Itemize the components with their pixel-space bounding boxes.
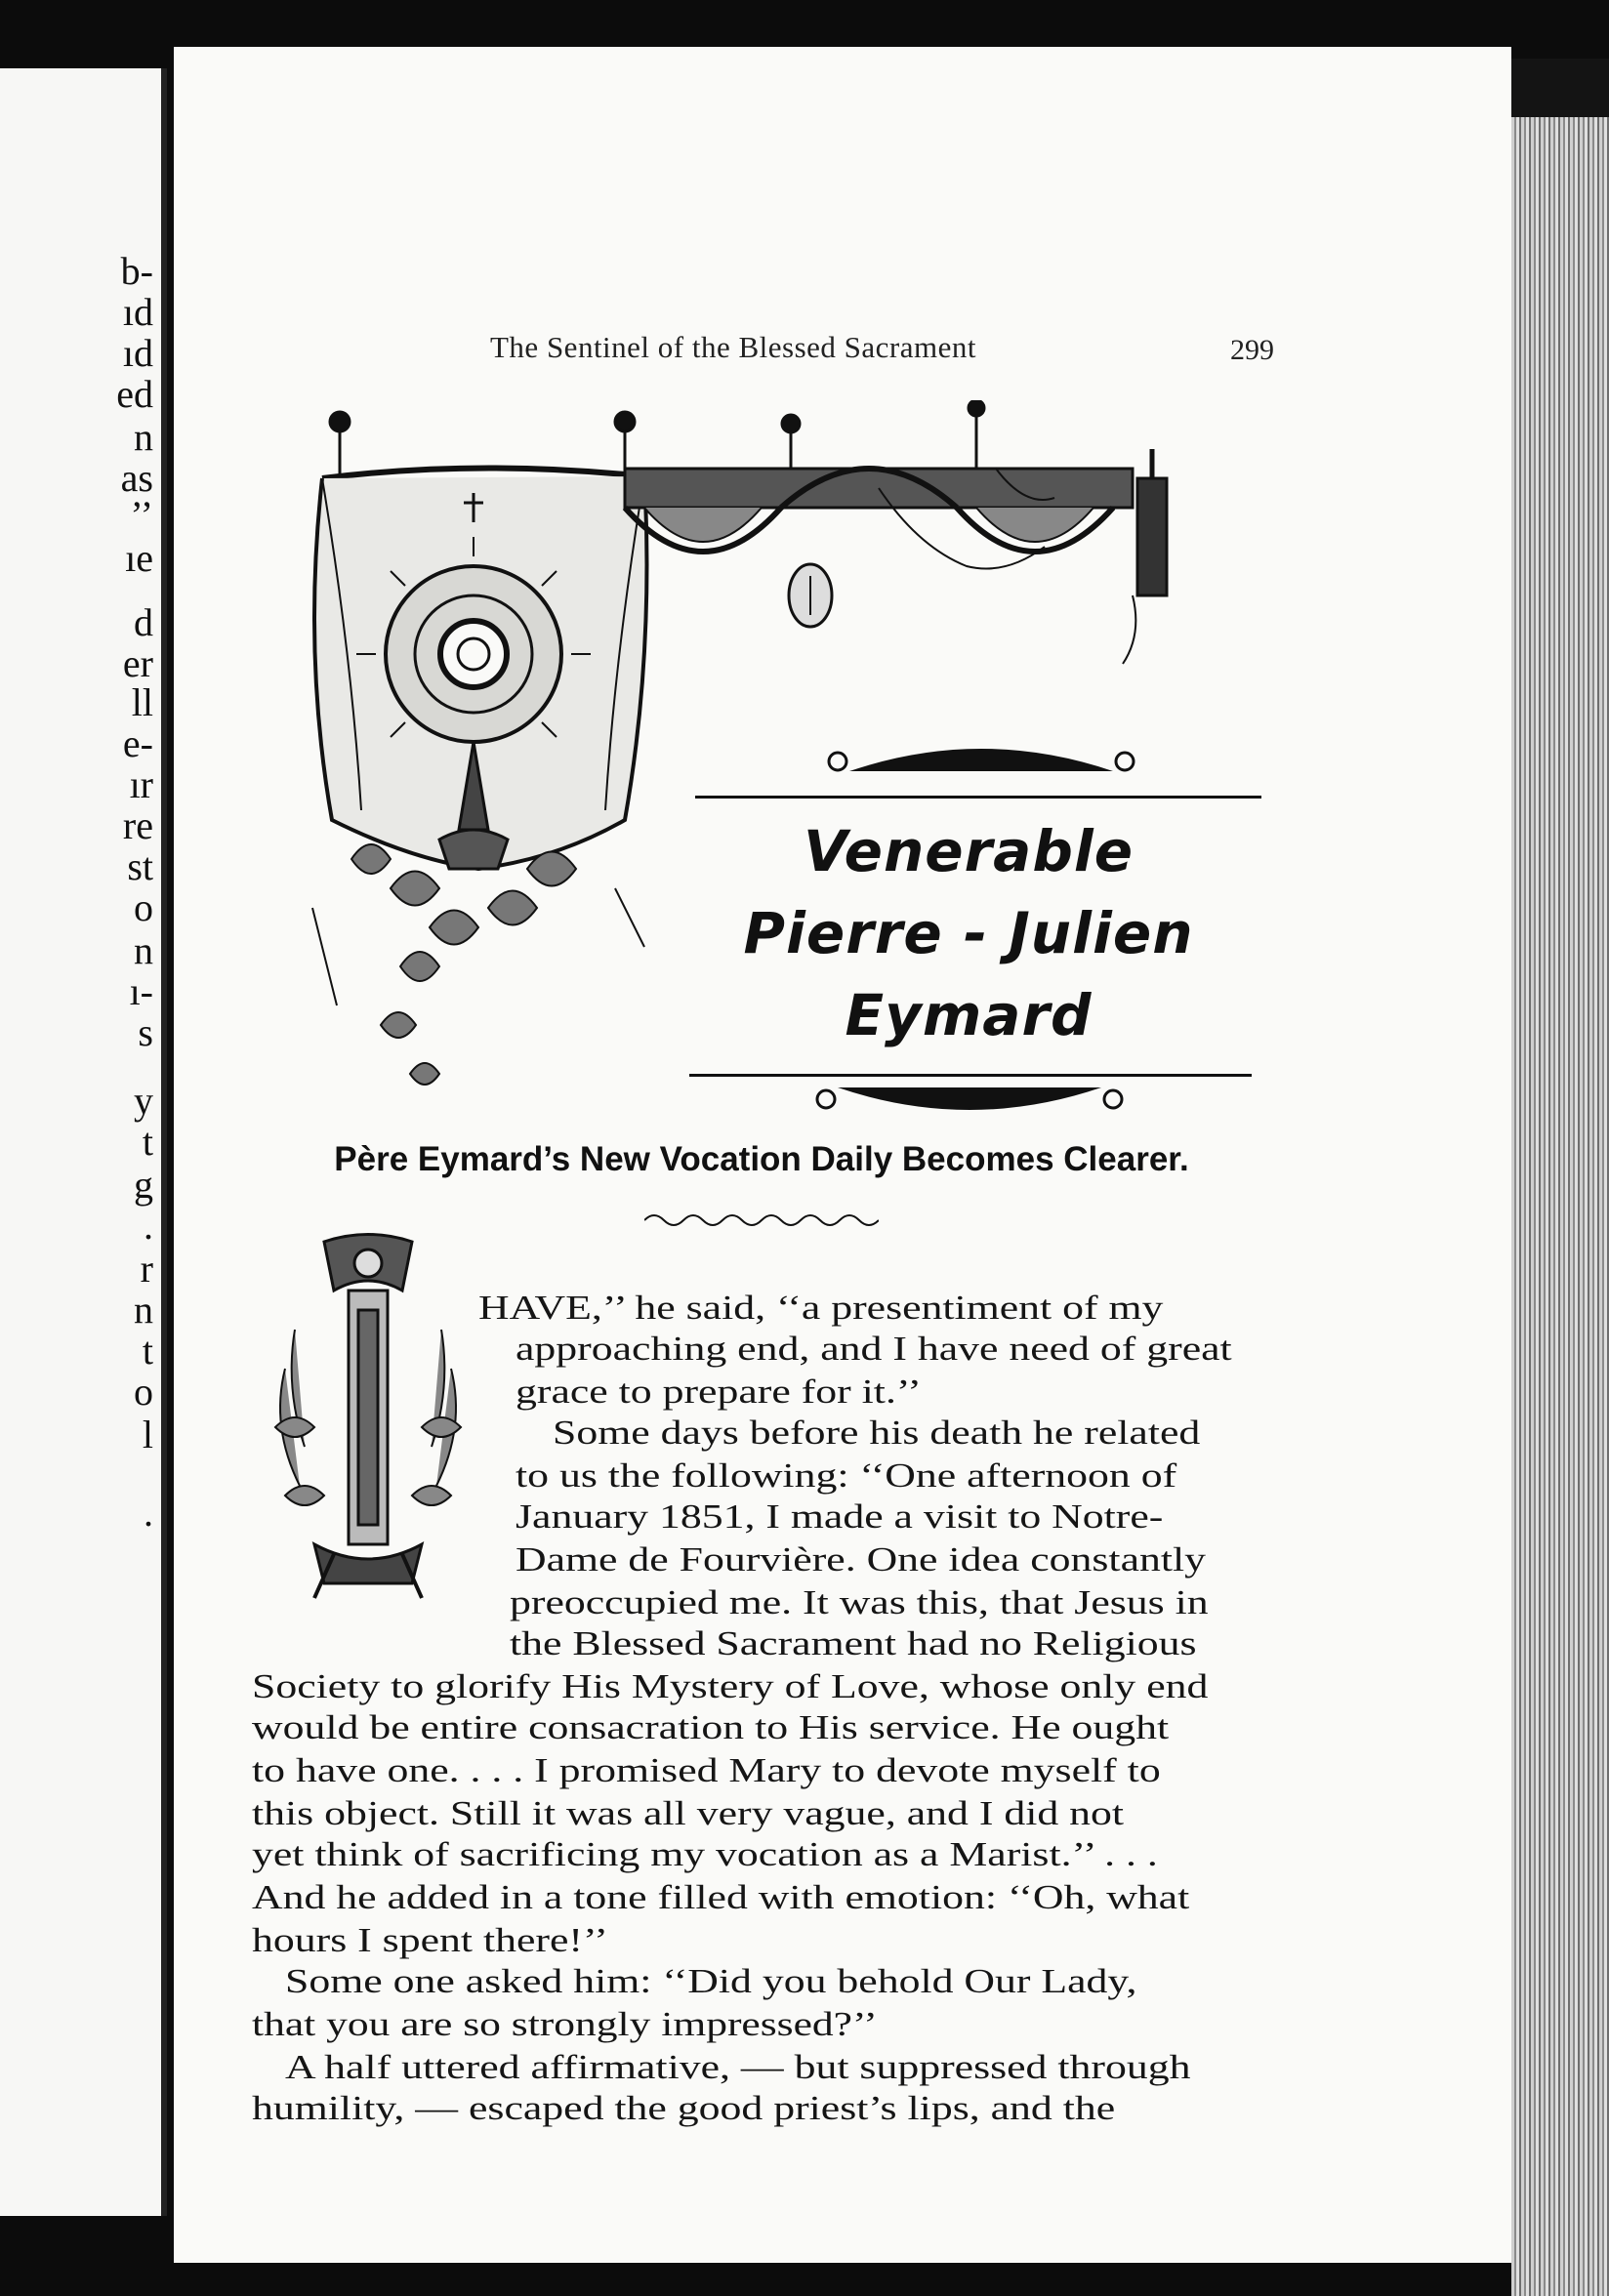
page-edges [1511, 117, 1609, 2296]
left-page-text-fragment: e- [122, 721, 153, 765]
body-text-line: hours I spent there!’’ [252, 1921, 608, 1959]
body-text-line: And he added in a tone filled with emotion: ‘‘Oh, what [252, 1878, 1190, 1916]
title-line-1: Venerable [803, 818, 1135, 884]
left-page-text-fragment: ll [131, 680, 153, 724]
body-text-line: that you are so strongly impressed?’’ [252, 2005, 878, 2043]
subheading: Père Eymard’s New Vocation Daily Becomes Clearer. [334, 1140, 1189, 1178]
body-text-line: would be entire consacration to His service. He ought [252, 1708, 1170, 1746]
body-text-line: Some one asked him: ‘‘Did you behold Our Lady, [285, 1962, 1137, 2000]
title-bottom-rule [689, 1074, 1252, 1077]
body-text-line: Some days before his death he related [553, 1414, 1201, 1452]
body-text-line: approaching end, and I have need of great [516, 1330, 1232, 1368]
body-text-line: the Blessed Sacrament had no Religious [510, 1624, 1197, 1662]
running-head: The Sentinel of the Blessed Sacrament [490, 330, 977, 364]
top-flourish-ornament [820, 734, 1142, 781]
left-page-text-fragment: as [120, 456, 153, 500]
left-page-text-fragment: y [134, 1079, 153, 1123]
body-text-line: Society to glorify His Mystery of Love, whose only end [252, 1667, 1209, 1705]
title-line-2: Pierre - Julien [743, 900, 1194, 966]
body-text-line: yet think of sacrificing my vocation as a Marist.’’ . . . [252, 1835, 1158, 1873]
left-page-text-fragment: ı- [129, 969, 153, 1013]
bottom-flourish-ornament [808, 1078, 1131, 1125]
left-page-text-fragment: n [134, 415, 153, 459]
left-page-text-fragment: ır [129, 762, 153, 806]
body-text-line: to us the following: ‘‘One afternoon of [516, 1456, 1177, 1495]
left-page-text-fragment: . [144, 1491, 153, 1535]
left-page-text-fragment: st [127, 844, 153, 888]
left-page-text-fragment: ıd [122, 290, 153, 334]
left-page-text-fragment: er [122, 641, 153, 685]
left-page-text-fragment: b- [120, 249, 153, 293]
left-page-text-fragment: s [138, 1010, 153, 1054]
left-page-text-fragment: r [140, 1247, 153, 1291]
wavy-divider [644, 1210, 879, 1230]
left-page-text-fragment: ed [116, 372, 153, 416]
left-page-text-fragment: n [134, 1288, 153, 1332]
left-facing-page [0, 68, 167, 2216]
left-page-text-fragment: re [122, 803, 153, 847]
body-text-line: A half uttered affirmative, — but suppressed through [285, 2048, 1191, 2086]
body-text-line: grace to prepare for it.’’ [516, 1373, 922, 1411]
left-page-text-fragment: ıe [125, 536, 153, 580]
page-number: 299 [1230, 334, 1274, 366]
left-page-text-fragment: n [134, 928, 153, 972]
body-text-line: HAVE,’’ he said, ‘‘a presentiment of my [478, 1289, 1164, 1327]
left-page-text-fragment: t [142, 1329, 153, 1373]
body-text-line: Dame de Fourvière. One idea constantly [516, 1540, 1207, 1578]
body-text-line: January 1851, I made a visit to Notre- [516, 1497, 1164, 1536]
left-page-text-fragment: o [134, 1370, 153, 1414]
drop-cap-ornament [256, 1232, 480, 1603]
body-text-line: preoccupied me. It was this, that Jesus in [510, 1583, 1209, 1621]
title-line-3: Eymard [845, 982, 1093, 1048]
body-text-line: this object. Still it was all very vague, and I did not [252, 1794, 1125, 1832]
left-page-text-fragment: d [134, 600, 153, 644]
body-text-line: humility, — escaped the good priest’s lips, and the [252, 2089, 1116, 2127]
left-page-text-fragment: l [142, 1413, 153, 1456]
left-page-text-fragment: ’’ [130, 493, 153, 537]
left-page-text-fragment: o [134, 885, 153, 929]
title-top-rule [695, 796, 1261, 799]
body-text-line: to have one. . . . I promised Mary to devote myself to [252, 1751, 1161, 1789]
left-page-text-fragment: ıd [122, 331, 153, 375]
left-page-text-fragment: t [142, 1120, 153, 1164]
left-page-text-fragment: . [144, 1204, 153, 1248]
left-page-text-fragment: g [134, 1163, 153, 1207]
